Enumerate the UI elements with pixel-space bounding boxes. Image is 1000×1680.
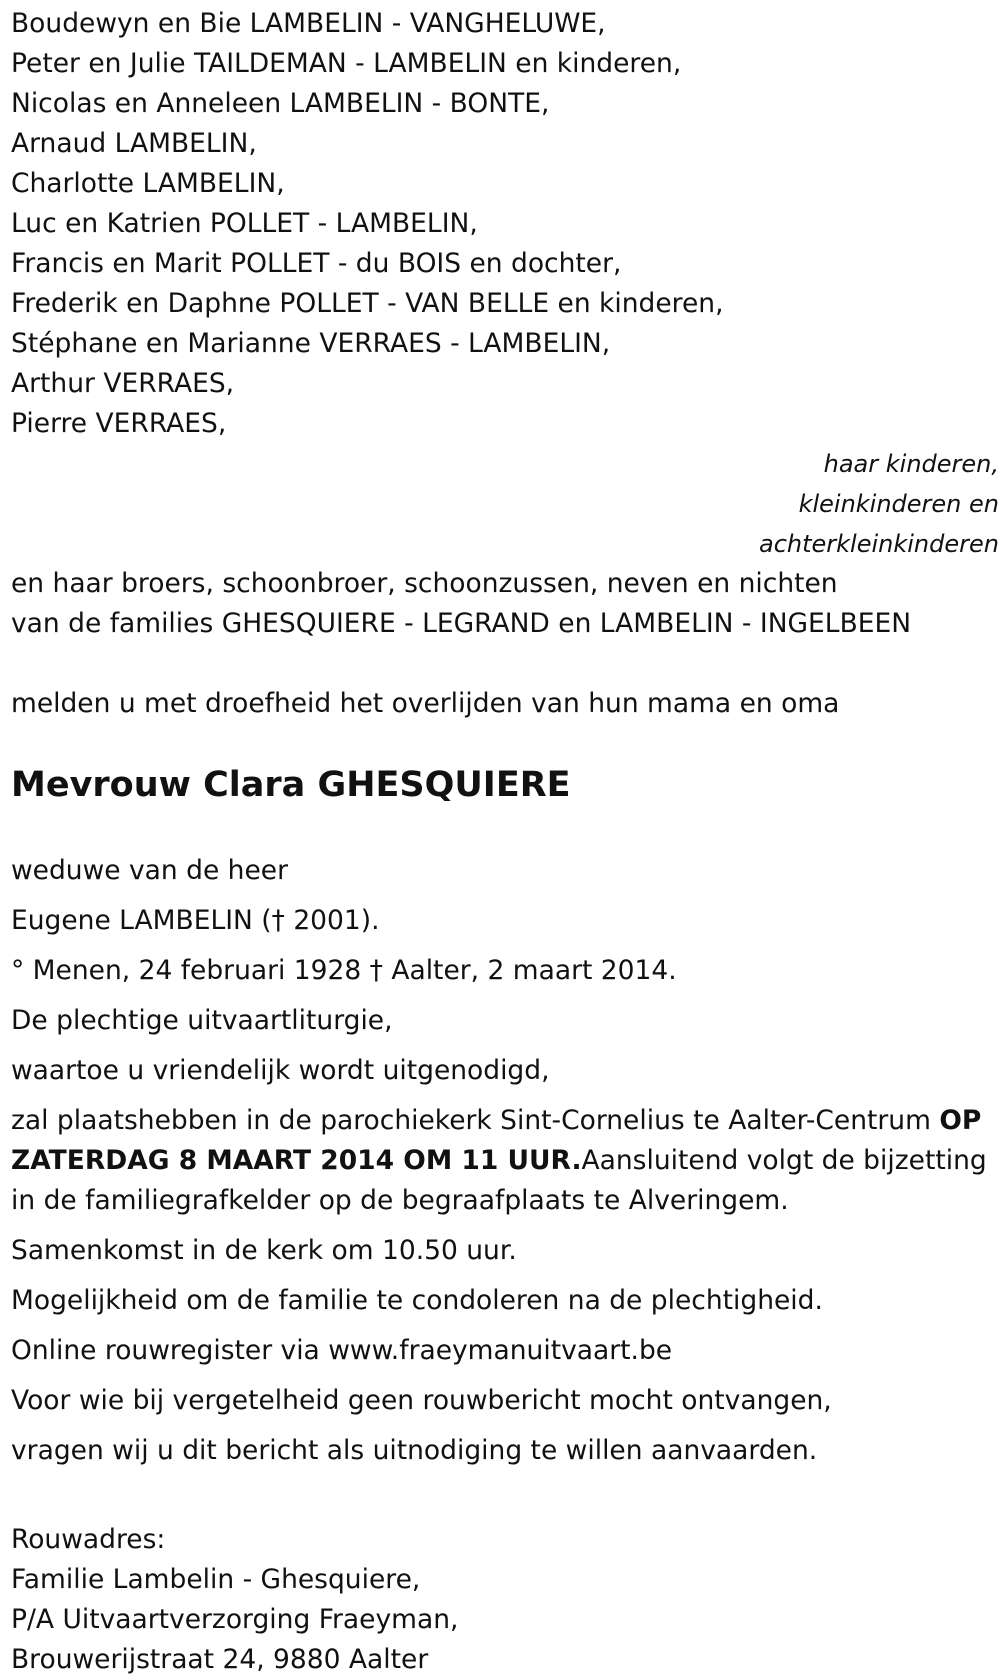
family-member: Francis en Marit POLLET - du BOIS en dochter, — [11, 248, 622, 279]
family-member: Arnaud LAMBELIN, — [11, 128, 257, 159]
relation-line: achterkleinkinderen — [759, 530, 999, 558]
gathering: Samenkomst in de kerk om 10.50 uur. — [11, 1235, 517, 1266]
relation-line: haar kinderen, — [823, 450, 999, 478]
family-member: Frederik en Daphne POLLET - VAN BELLE en kinderen, — [11, 288, 724, 319]
ceremony-after: Aansluitend volgt de bijzetting in de familiegrafkelder op de begraafplaats te Alveringem. — [11, 1145, 987, 1216]
relation-line: kleinkinderen en — [798, 490, 999, 518]
extended-family-line: en haar broers, schoonbroer, schoonzussen, neven en nichten — [11, 568, 838, 599]
birth-death: ° Menen, 24 februari 1928 † Aalter, 2 maart 2014. — [11, 955, 677, 986]
family-member: Nicolas en Anneleen LAMBELIN - BONTE, — [11, 88, 550, 119]
family-member: Luc en Katrien POLLET - LAMBELIN, — [11, 208, 478, 239]
condolence: Mogelijkheid om de familie te condoleren na de plechtigheid. — [11, 1285, 823, 1316]
address-line: Familie Lambelin - Ghesquiere, — [11, 1564, 421, 1595]
extended-family — [11, 564, 991, 644]
husband: Eugene LAMBELIN († 2001). — [11, 905, 380, 936]
forgotten-line-2: vragen wij u dit bericht als uitnodiging te willen aanvaarden. — [11, 1435, 818, 1466]
extended-family-line: van de families GHESQUIERE - LEGRAND en LAMBELIN - INGELBEEN — [11, 608, 912, 639]
funeral-details — [11, 846, 991, 1476]
online-register: Online rouwregister via www.fraeymanuitvaart.be — [11, 1335, 673, 1366]
ceremony-place: zal plaatshebben in de parochiekerk Sint-Cornelius te Aalter-Centrum — [11, 1105, 940, 1136]
address-line: Brouwerijstraat 24, 9880 Aalter — [11, 1644, 429, 1675]
ceremony-datetime: OP ZATERDAG 8 MAART 2014 OM 11 UUR. — [11, 1105, 982, 1176]
deceased-name: Mevrouw Clara GHESQUIERE — [11, 765, 571, 805]
family-member: Peter en Julie TAILDEMAN - LAMBELIN en kinderen, — [11, 48, 682, 79]
address-line: P/A Uitvaartverzorging Fraeyman, — [11, 1604, 459, 1635]
family-member: Charlotte LAMBELIN, — [11, 168, 285, 199]
family-member: Pierre VERRAES, — [11, 408, 227, 439]
family-member: Stéphane en Marianne VERRAES - LAMBELIN, — [11, 328, 611, 359]
family-list — [11, 4, 991, 444]
forgotten-line-1: Voor wie bij vergetelheid geen rouwbericht mocht ontvangen, — [11, 1385, 832, 1416]
ceremony-paragraph — [11, 1101, 996, 1221]
invitation: waartoe u vriendelijk wordt uitgenodigd, — [11, 1055, 550, 1086]
obituary-notice — [11, 0, 999, 1680]
family-member: Arthur VERRAES, — [11, 368, 235, 399]
family-member: Boudewyn en Bie LAMBELIN - VANGHELUWE, — [11, 8, 606, 39]
relation-note — [11, 444, 999, 564]
liturgy: De plechtige uitvaartliturgie, — [11, 1005, 393, 1036]
address-label: Rouwadres: — [11, 1524, 166, 1555]
announcement: melden u met droefheid het overlijden van hun mama en oma — [11, 688, 840, 719]
widow-of: weduwe van de heer — [11, 855, 288, 886]
mourning-address — [11, 1520, 991, 1680]
